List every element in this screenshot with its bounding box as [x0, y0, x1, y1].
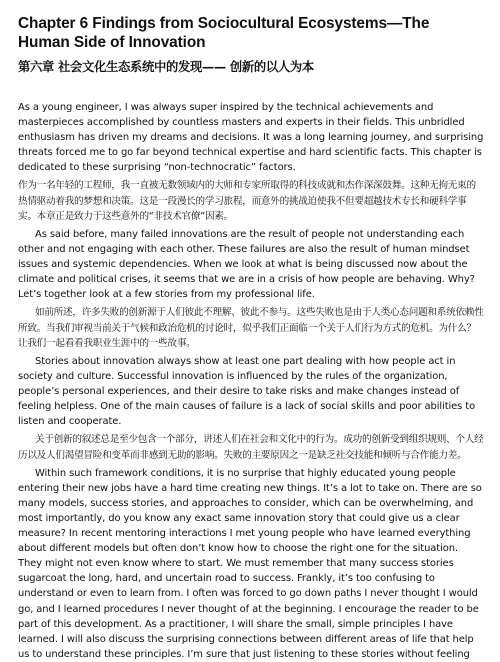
paragraph-en-1: As a young engineer, I was always super inspired by the technical achievements and masterpieces accomplished by countless masters and experts in their fields. This unbridled enthusiasm has driven my dreams and decisions. It was a long learning journey, and surprising threats forced me to go far beyond technical expertise and hard scientific facts. This chapter is dedicated to these surprising “non-technocratic” factors.	[18, 102, 484, 174]
paragraph-zh-3: 关于创新的叙述总是至少包含一个部分，讲述人们在社会和文化中的行为。成功的创新受到组织规则、个人经历以及人们渴望冒险和变革而非感到无助的影响。失败的主要原因之一是缺乏社交技能和倾听与合作能力差。	[18, 434, 484, 461]
paragraph-en-3: Stories about innovation always show at least one part dealing with how people act in society and culture. Successful innovation is influenced by the rules of the organization, people’s personal experiences, and their desire to take risks and make changes instead of feeling helpless. One of the main causes of failure is a lack of social skills and poor abilities to listen and cooperate.	[18, 356, 476, 428]
chapter-body	[18, 100, 484, 662]
chapter-title-english: Chapter 6 Findings from Sociocultural Ecosystems—The Human Side of Innovation	[18, 15, 430, 51]
paragraph-zh-1: 作为一名年轻的工程师，我一直被无数领域内的大师和专家所取得的科技成就和杰作深深鼓舞。这种无拘无束的热情驱动着我的梦想和决策。这是一段漫长的学习旅程，而意外的挑战迫使我不但要超越技术专长和硬科学事实。本章正是致力于这些意外的“非技术官僚”因素。	[18, 180, 476, 222]
chapter-title-chinese: 第六章 社会文化生态系统中的发现—— 创新的以人为本	[18, 60, 314, 74]
paragraph-en-4: Within such framework conditions, it is no surprise that highly educated young people entering their new jobs have a hard time creating new things. It’s a lot to take on. There are so many models, success stories, and approaches to consider, which can be overwhelming, and most importantly, do you know any exact same innovation story that could give us a clear measure? In recent mentoring interactions I met young people who have learned everything about different models but often don’t know how to choose the right one for the situation. They might not even know where to start. We must remember that many success stories sugarcoat the long, hard, and uncertain road to success. Frankly, it’s too confusing to understand or even to learn from. I often was forced to go down paths I never thought I would go, and I learned procedures I never thought of at the beginning. I encourage the reader to be part of this development. As a practitioner, I will share the small, simple principles I have learned. I will also discuss the surprising connections between different areas of life that help us to understand these principles. I’m sure that just listening to these stories without feeling	[18, 468, 482, 660]
page	[18, 14, 484, 662]
paragraph-en-2: As said before, many failed innovations are the result of people not understanding each other and not engaging with each other. These failures are also the result of human mindset issues and systemic dependencies. When we look at what is being discussed now about the climate and political crises, it seems that we are in a crisis of how people are behaving. Why? Let’s together look at a few stories from my professional life.	[18, 229, 475, 301]
paragraph-zh-2: 如前所述，许多失败的创新源于人们彼此不理解、彼此不参与。这些失败也是由于人类心态问题和系统依赖性所致。当我们审视当前关于气候和政治危机的讨论时，似乎我们正面临一个关于人们行为方式的危机。为什么？让我们一起看看我职业生涯中的一些故事。	[18, 307, 484, 349]
